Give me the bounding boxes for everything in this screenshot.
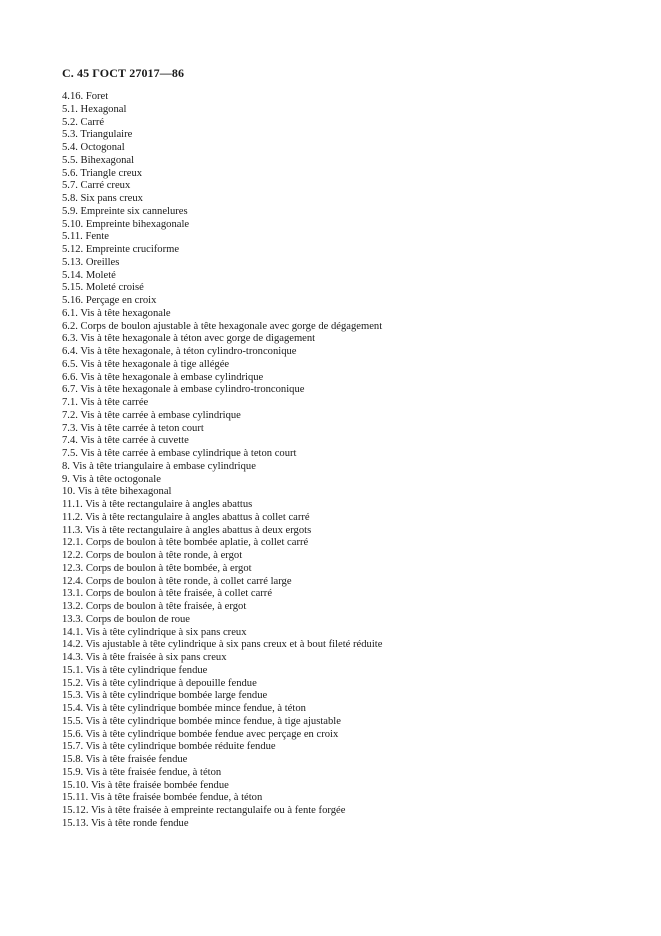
list-item: 5.7. Carré creux <box>62 180 131 192</box>
list-item: 14.3. Vis à tête fraisée à six pans creux <box>62 652 227 663</box>
list-item: 12.3. Corps de boulon à tête bombée, à ergot <box>62 562 252 574</box>
list-item: 7.2. Vis à tête carrée à embase cylindrique <box>62 409 241 421</box>
list-item: 5.2. Carré <box>62 116 105 128</box>
list-item: 5.13. Oreilles <box>62 256 120 268</box>
list-item: 11.3. Vis à tête rectangulaire à angles abattus à deux ergots <box>62 524 312 536</box>
list-item: 5.14. Moleté <box>62 269 116 281</box>
list-item: 5.3. Triangulaire <box>62 129 133 141</box>
list-item: 12.2. Corps de boulon à tête ronde, à ergot <box>62 550 243 561</box>
list-item: 15.8. Vis à tête fraisée fendue <box>62 754 188 765</box>
list-item: 9. Vis à tête octogonale <box>62 473 161 485</box>
list-item: 5.6. Triangle creux <box>62 167 143 179</box>
list-item: 6.3. Vis à tête hexagonale à téton avec gorge de digagement <box>62 333 316 345</box>
term-list <box>62 91 622 831</box>
list-item: 15.7. Vis à tête cylindrique bombée réduite fendue <box>62 741 276 753</box>
list-item: 6.2. Corps de boulon ajustable à tête hexagonale avec gorge de dégagement <box>62 320 383 332</box>
list-item: 12.4. Corps de boulon à tête ronde, à collet carré large <box>62 575 292 587</box>
list-item: 7.5. Vis à tête carrée à embase cylindrique à teton court <box>62 448 297 459</box>
list-item: 5.16. Perçage en croix <box>62 295 157 306</box>
list-item: 11.1. Vis à tête rectangulaire à angles abattus <box>62 499 253 510</box>
list-item: 13.1. Corps de boulon à tête fraisée, à collet carré <box>62 588 273 600</box>
list-item: 7.4. Vis à tête carrée à cuvette <box>62 435 189 447</box>
list-item: 13.3. Corps de boulon de roue <box>62 613 190 625</box>
list-item: 7.1. Vis à tête carrée <box>62 397 149 408</box>
list-item: 5.1. Hexagonal <box>62 103 127 115</box>
list-item: 5.11. Fente <box>62 231 109 243</box>
list-item: 4.16. Foret <box>62 91 109 102</box>
list-item: 5.5. Bihexagonal <box>62 154 135 166</box>
list-item: 7.3. Vis à tête carrée à teton court <box>62 422 204 434</box>
list-item: 6.5. Vis à tête hexagonale à tige allégée <box>62 358 230 370</box>
list-item: 15.1. Vis à tête cylindrique fendue <box>62 664 208 676</box>
list-item: 6.4. Vis à tête hexagonale, à téton cylindro-tronconique <box>62 346 297 357</box>
list-item: 15.9. Vis à tête fraisée fendue, à téton <box>62 766 222 778</box>
list-item: 15.2. Vis à tête cylindrique à depouille fendue <box>62 677 257 689</box>
list-item: 10. Vis à tête bihexagonal <box>62 486 172 498</box>
list-item: 15.6. Vis à tête cylindrique bombée fendue avec perçage en croix <box>62 728 339 740</box>
list-item: 12.1. Corps de boulon à tête bombée aplatie, à collet carré <box>62 537 309 549</box>
list-item: 11.2. Vis à tête rectangulaire à angles abattus à collet carré <box>62 511 310 523</box>
list-item: 6.6. Vis à tête hexagonale à embase cylindrique <box>62 371 264 383</box>
list-item: 6.7. Vis à tête hexagonale à embase cylindro-tronconique <box>62 384 305 396</box>
list-item: 5.4. Octogonal <box>62 142 125 153</box>
list-item: 5.15. Moleté croisé <box>62 282 144 294</box>
list-item: 15.12. Vis à tête fraisée à empreinte rectangulaife ou à fente forgée <box>62 805 346 816</box>
list-item: 8. Vis à tête triangulaire à embase cylindrique <box>62 460 256 472</box>
list-item: 15.13. Vis à tête ronde fendue <box>62 817 189 829</box>
list-item: 5.12. Empreinte cruciforme <box>62 244 180 255</box>
list-item: 13.2. Corps de boulon à tête fraisée, à ergot <box>62 601 247 612</box>
list-item: 5.10. Empreinte bihexagonale <box>62 218 190 230</box>
list-item: 15.4. Vis à tête cylindrique bombée mince fendue, à téton <box>62 703 306 714</box>
list-item: 14.2. Vis ajustable à tête cylindrique à six pans creux et à bout fileté réduite <box>62 639 383 651</box>
list-item: 5.8. Six pans creux <box>62 193 143 204</box>
list-item: 15.5. Vis à tête cylindrique bombée mince fendue, à tige ajustable <box>62 715 341 727</box>
list-item: 5.9. Empreinte six cannelures <box>62 205 188 217</box>
list-item: 15.10. Vis à tête fraisée bombée fendue <box>62 779 229 791</box>
list-item: 6.1. Vis à tête hexagonale <box>62 307 171 319</box>
list-item: 15.11. Vis à tête fraisée bombée fendue, à téton <box>62 792 263 804</box>
page-header: С. 45 ГОСТ 27017—86 <box>62 66 185 80</box>
list-item: 15.3. Vis à tête cylindrique bombée large fendue <box>62 690 268 702</box>
list-item: 14.1. Vis à tête cylindrique à six pans creux <box>62 626 247 638</box>
